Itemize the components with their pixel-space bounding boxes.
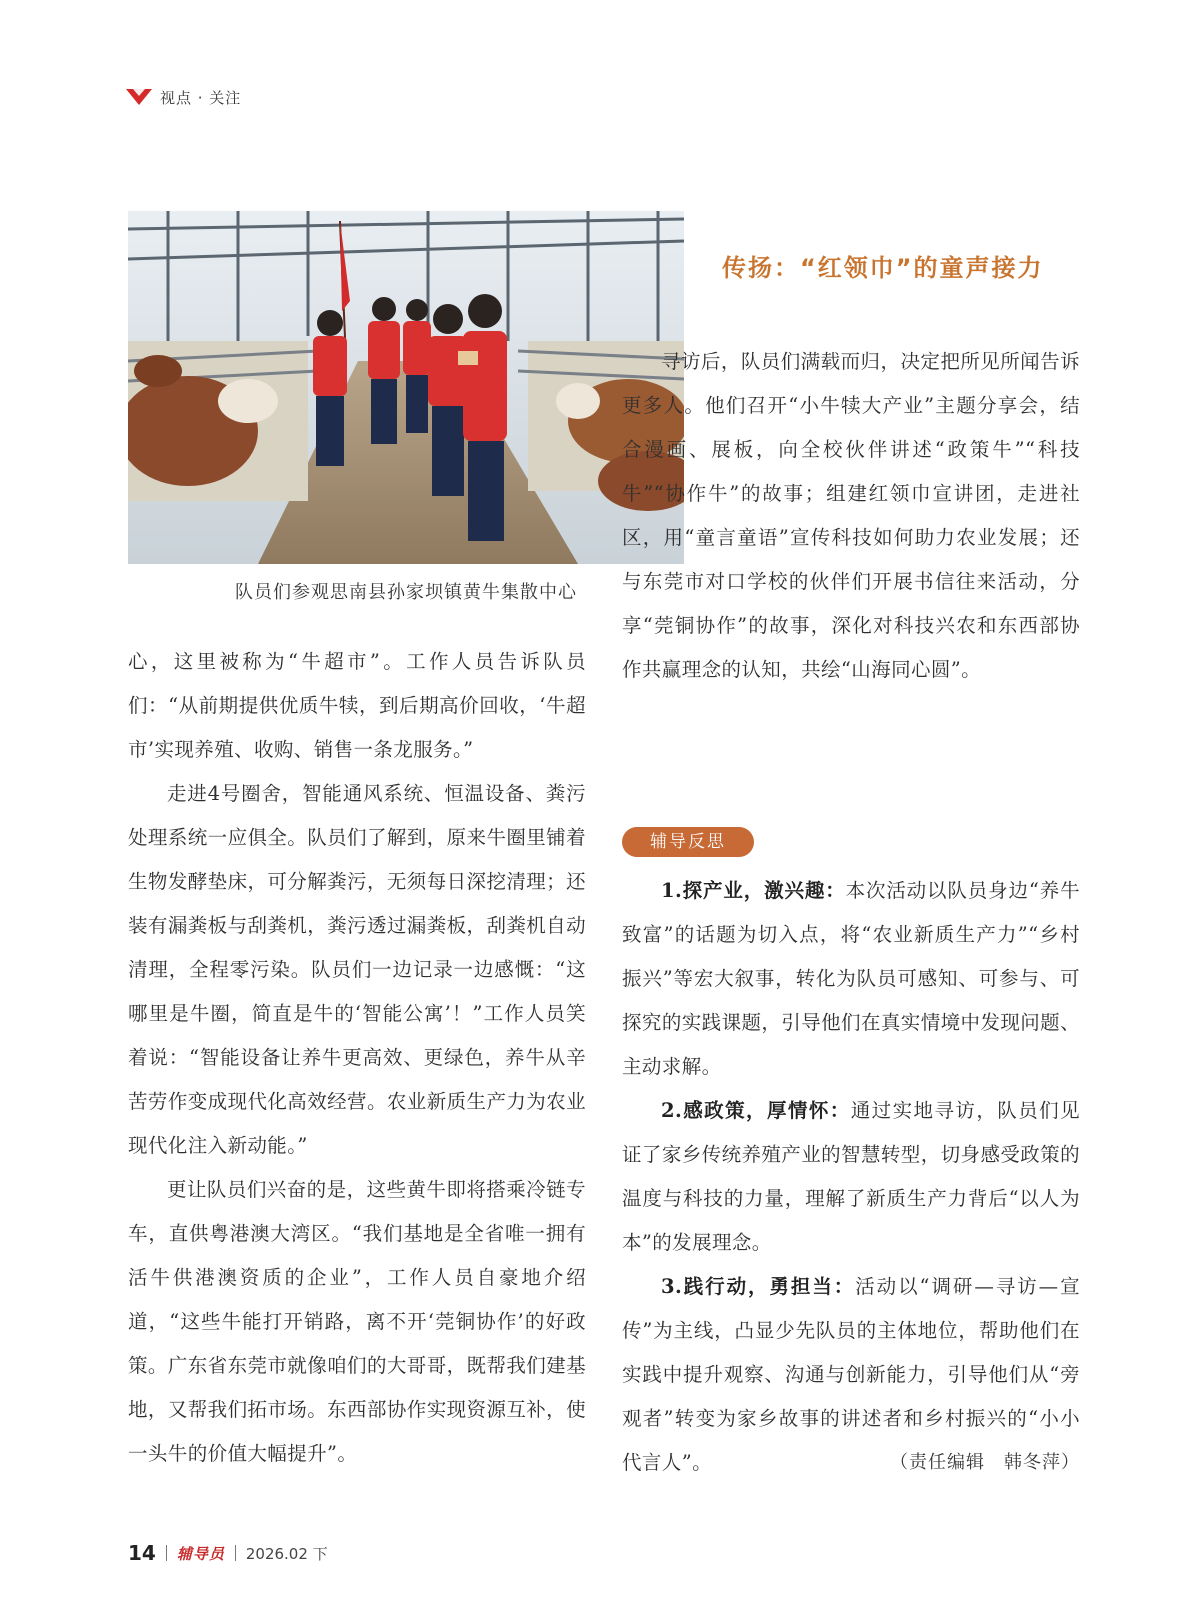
paragraph: 寻访后，队员们满载而归，决定把所见所闻告诉更多人。他们召开“小牛犊大产业”主题分享会，结合漫画、展板，向全校伙伴讲述“政策牛”“科技牛”“协作牛”的故事；组建红领巾宣讲团，走进社区，用“童言童语”宣传科技如何助力农业发展；还与东莞市对口学校的伙伴们开展书信往来活动，分享“莞铜协作”的故事，深化对科技兴农和东西部协作共赢理念的认知，共绘“山海同心圆”。 xyxy=(622,350,1080,681)
section-label: 视点 · 关注 xyxy=(160,88,242,107)
page-number: 14 xyxy=(128,1541,156,1565)
reflection-label: 辅导反思 xyxy=(622,827,754,857)
page-header xyxy=(126,84,241,110)
article-photo xyxy=(128,211,684,564)
reflection-text: 活动以“调研—寻访—宣传”为主线，凸显少先队员的主体地位，帮助他们在实践中提升观察、沟通与创新能力，引导他们从“旁观者”转变为家乡故事的讲述者和乡村振兴的“小小代言人”。 xyxy=(622,1275,1081,1474)
reflection-item xyxy=(622,1089,1080,1265)
footer-divider xyxy=(235,1545,236,1561)
paragraph: 心，这里被称为“牛超市”。工作人员告诉队员们：“从前期提供优质牛犊，到后期高价回收，‘牛超市’实现养殖、收购、销售一条龙服务。” xyxy=(128,650,586,761)
reflection-item xyxy=(622,1265,1080,1485)
left-column-text xyxy=(128,640,586,1476)
red-chevron-icon xyxy=(126,87,152,107)
magazine-logo: 辅导员 xyxy=(176,1544,225,1563)
cattle-barn-photo xyxy=(128,211,684,564)
reflection-lead: 3.践行动，勇担当： xyxy=(661,1275,856,1298)
paragraph: 更让队员们兴奋的是，这些黄牛即将搭乘冷链专车，直供粤港澳大湾区。“我们基地是全省唯一拥有活牛供港澳资质的企业”，工作人员自豪地介绍道，“这些牛能打开销路，离不开‘莞铜协作’的好政策。广东省东莞市就像咱们的大哥哥，既帮我们建基地，又帮我们拓市场。东西部协作实现资源互补，使一头牛的价值大幅提升”。 xyxy=(128,1178,586,1465)
page-footer xyxy=(128,1538,328,1568)
reflection-text: 通过实地寻访，队员们见证了家乡传统养殖产业的智慧转型，切身感受政策的温度与科技的力量，理解了新质生产力背后“以人为本”的发展理念。 xyxy=(622,1099,1081,1254)
issue-label: 2026.02 下 xyxy=(245,1544,328,1563)
editor-note: （责任编辑 韩冬萍） xyxy=(890,1452,1080,1473)
paragraph: 走进4号圈舍，智能通风系统、恒温设备、粪污处理系统一应俱全。队员们了解到，原来牛圈里铺着生物发酵垫床，可分解粪污，无须每日深挖清理；还装有漏粪板与刮粪机，粪污透过漏粪板，刮粪机自动清理，全程零污染。队员们一边记录一边感慨：“这哪里是牛圈，简直是牛的‘智能公寓’！”工作人员笑着说：“智能设备让养牛更高效、更绿色，养牛从辛苦劳作变成现代化高效经营。农业新质生产力为农业现代化注入新动能。” xyxy=(128,782,586,1157)
reflection-lead: 2.感政策，厚情怀： xyxy=(661,1099,851,1122)
photo-caption: 队员们参观思南县孙家坝镇黄牛集散中心 xyxy=(235,582,577,603)
reflection-item xyxy=(622,869,1080,1089)
reflection-text: 本次活动以队员身边“养牛致富”的话题为切入点，将“农业新质生产力”“乡村振兴”等宏大叙事，转化为队员可感知、可参与、可探究的实践课题，引导他们在真实情境中发现问题、主动求解。 xyxy=(622,879,1080,1078)
right-column-text xyxy=(622,340,1080,692)
reflection-section xyxy=(622,869,1080,1485)
section-title: 传扬：“红领巾”的童声接力 xyxy=(722,254,1044,282)
footer-divider xyxy=(166,1545,167,1561)
reflection-lead: 1.探产业，激兴趣： xyxy=(661,879,846,902)
